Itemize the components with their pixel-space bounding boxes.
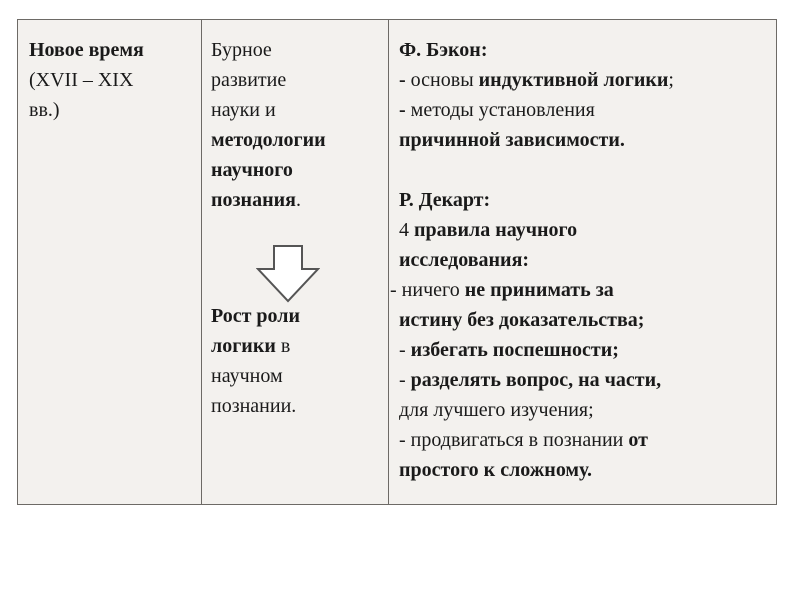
development-text-period: .	[295, 189, 301, 211]
descartes-rule-text: продвигаться в познании	[410, 429, 629, 451]
descartes-name: Р. Декарт:	[399, 189, 491, 211]
spacer	[399, 155, 774, 185]
development-text: развитие	[211, 69, 287, 91]
descartes-intro	[399, 215, 774, 245]
bullet-dash: -	[390, 279, 402, 301]
bacon-name: Ф. Бэкон:	[399, 39, 488, 61]
descartes-rule-count: 4	[399, 219, 414, 241]
bacon-point-bold: причинной зависимости.	[399, 129, 625, 151]
descartes-rule	[399, 365, 774, 395]
development-text-line	[211, 185, 381, 215]
bullet-dash: -	[399, 69, 411, 91]
bullet-dash: -	[399, 339, 411, 361]
era-period-end: вв.)	[29, 99, 60, 121]
logic-role-text	[211, 301, 381, 421]
development-text: Бурное	[211, 39, 272, 61]
bacon-point-text: основы	[410, 69, 479, 91]
logic-role-text: научном	[211, 365, 283, 387]
descartes-rule-bold: простого к сложному.	[399, 459, 593, 481]
era-period: (XVII – XIX	[29, 69, 134, 91]
descartes-rule-bold: разделять вопрос, на части,	[410, 369, 662, 391]
logic-role-line	[211, 331, 381, 361]
logic-role-text: познании.	[211, 395, 297, 417]
descartes-intro-bold: правила научного	[414, 219, 578, 241]
descartes-rule	[399, 425, 774, 455]
bullet-dash: -	[399, 369, 411, 391]
bacon-point-text: методы установления	[410, 99, 595, 121]
bacon-point-bold: индуктивной логики	[478, 69, 669, 91]
bullet-dash: -	[399, 429, 411, 451]
logic-role-in: в	[275, 335, 291, 357]
down-arrow-icon	[256, 245, 320, 303]
development-text-bold: методологии	[211, 129, 326, 151]
comparison-table	[17, 19, 777, 505]
development-text-bold: познания	[211, 189, 296, 211]
descartes-rule	[399, 335, 774, 365]
era-cell	[29, 35, 194, 125]
descartes-rule-bold: не принимать за	[464, 279, 614, 301]
descartes-intro-bold: исследования:	[399, 249, 530, 271]
descartes-rule-text: для лучшего изучения;	[399, 399, 594, 421]
development-cell	[211, 35, 381, 215]
logic-role-title: Рост роли	[211, 305, 301, 327]
era-title: Новое время	[29, 39, 144, 61]
thinkers-cell	[390, 35, 774, 485]
column-divider	[388, 20, 389, 504]
descartes-rule-text: ничего	[401, 279, 465, 301]
column-divider	[201, 20, 202, 504]
development-text-bold: научного	[211, 159, 293, 181]
logic-word: логики	[211, 335, 276, 357]
descartes-rule-bold: избегать поспешности;	[410, 339, 619, 361]
development-text: науки и	[211, 99, 276, 121]
bacon-point	[399, 95, 774, 125]
bacon-point-end: ;	[668, 69, 674, 91]
descartes-rule	[390, 275, 774, 305]
descartes-rule-bold: от	[628, 429, 648, 451]
bullet-dash: -	[399, 99, 411, 121]
descartes-rule-bold: истину без доказательства;	[399, 309, 645, 331]
bacon-point	[399, 65, 774, 95]
